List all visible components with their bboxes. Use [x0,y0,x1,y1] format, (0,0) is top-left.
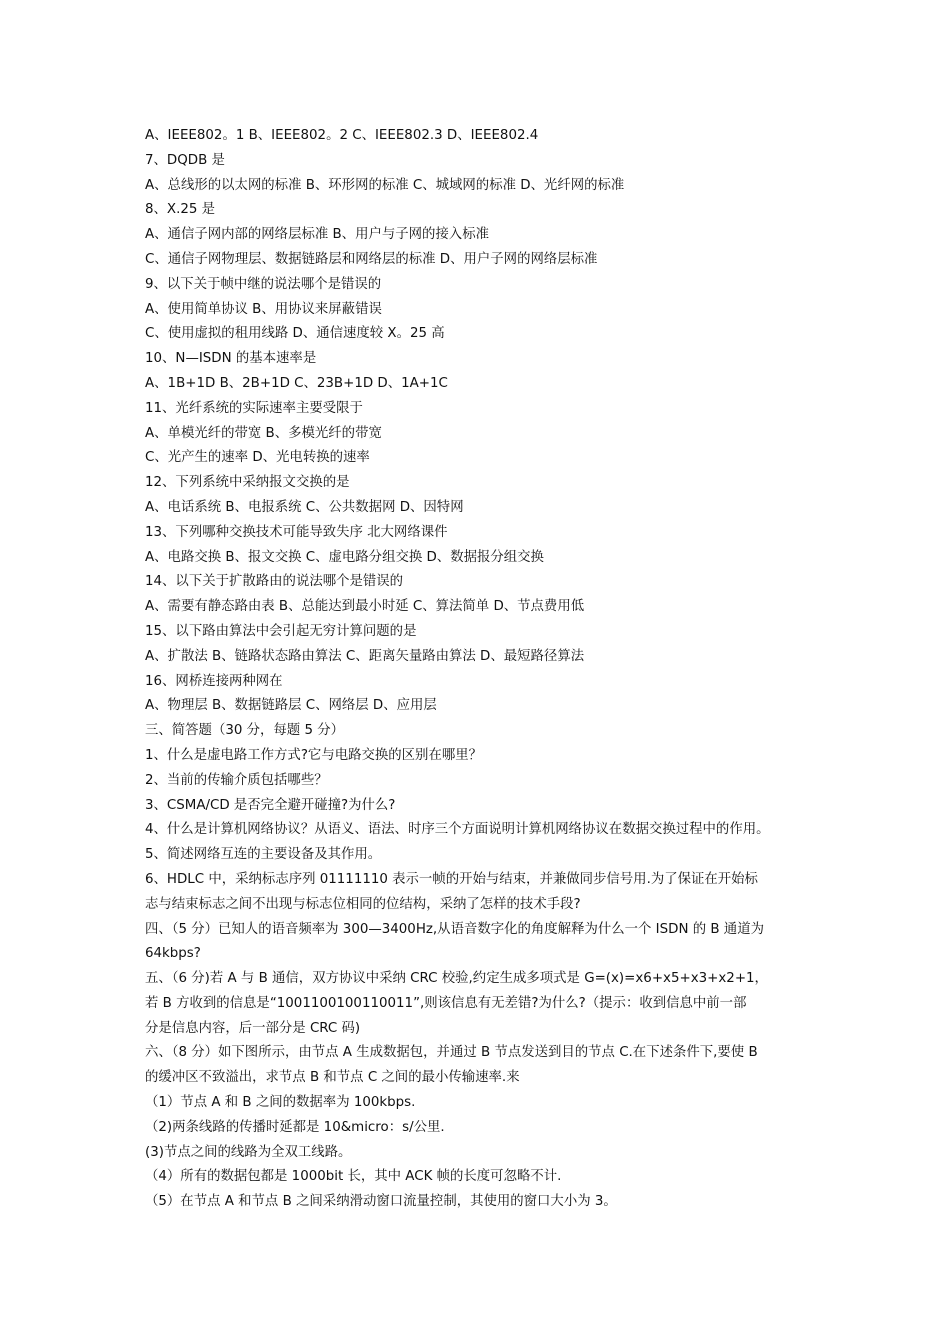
options-q9-cd: C、使用虚拟的租用线路 D、通信速度较 X。25 高 [145,326,445,342]
question-13: 13、下列哪种交换技术可能导致失序 北大网络课件 [145,524,448,540]
options-q7: A、总线形的以太网的标准 B、环形网的标准 C、城域网的标准 D、光纤网的标准 [145,177,625,193]
question-11: 11、光纤系统的实际速率主要受限于 [145,400,363,416]
options-q12: A、电话系统 B、电报系统 C、公共数据网 D、因特网 [145,499,464,515]
short-answer-4: 4、什么是计算机网络协议？从语义、语法、时序三个方面说明计算机网络协议在数据交换过程中的作用。 [145,822,770,838]
options-q10: A、1B+1D B、2B+1D C、23B+1D D、1A+1C [145,375,448,391]
options-q9-ab: A、使用简单协议 B、用协议来屏蔽错误 [145,301,382,317]
question-16: 16、网桥连接两种网在 [145,673,283,689]
section-6-line-1: 六、（8 分）如下图所示，由节点 A 生成数据包，并通过 B 节点发送到目的节点 C.在下述条件下,要使 B [145,1045,758,1061]
question-9: 9、以下关于帧中继的说法哪个是错误的 [145,276,382,292]
short-answer-1: 1、什么是虚电路工作方式?它与电路交换的区别在哪里？ [145,747,482,763]
section-5-line-1: 五、（6 分)若 A 与 B 通信，双方协议中采纳 CRC 校验,约定生成多项式是 G=(x)=x6+x5+x3+x2+1， [145,971,768,987]
short-answer-6-line-1: 6、HDLC 中，采纳标志序列 01111110 表示一帧的开始与结束，并兼做同步信号用.为了保证在开始标 [145,871,758,887]
section-6-line-2: 的缓冲区不致溢出，求节点 B 和节点 C 之间的最小传输速率.来 [145,1070,520,1086]
condition-2: （2)两条线路的传播时延都是 10&micro：s/公里. [145,1119,445,1135]
options-q15: A、扩散法 B、链路状态路由算法 C、距离矢量路由算法 D、最短路径算法 [145,648,585,664]
short-answer-3: 3、CSMA/CD 是否完全避开碰撞?为什么? [145,797,396,813]
question-8: 8、X.25 是 [145,202,216,218]
short-answer-5: 5、简述网络互连的主要设备及其作用。 [145,847,382,863]
question-15: 15、以下路由算法中会引起无穷计算问题的是 [145,623,417,639]
question-10: 10、N—ISDN 的基本速率是 [145,351,317,367]
condition-5: （5）在节点 A 和节点 B 之间采纳滑动窗口流量控制，其使用的窗口大小为 3。 [145,1194,617,1210]
options-q8-cd: C、通信子网物理层、数据链路层和网络层的标准 D、用户子网的网络层标准 [145,251,598,267]
condition-1: （1）节点 A 和 B 之间的数据率为 100kbps. [145,1095,416,1111]
options-q11-cd: C、光产生的速率 D、光电转换的速率 [145,450,370,466]
question-7: 7、DQDB 是 [145,152,225,168]
options-q6: A、IEEE802。1 B、IEEE802。2 C、IEEE802.3 D、IEEE802.4 [145,128,539,143]
condition-4: （4）所有的数据包都是 1000bit 长，其中 ACK 帧的长度可忽略不计. [145,1169,562,1185]
options-q14: A、需要有静态路由表 B、总能达到最小时延 C、算法简单 D、节点费用低 [145,599,585,615]
section-3-heading: 三、简答题（30 分，每题 5 分） [145,723,345,739]
options-q11-ab: A、单模光纤的带宽 B、多模光纤的带宽 [145,425,382,441]
question-12: 12、下列系统中采纳报文交换的是 [145,475,350,491]
options-q16: A、物理层 B、数据链路层 C、网络层 D、应用层 [145,698,437,714]
short-answer-2: 2、当前的传输介质包括哪些？ [145,772,328,788]
section-5-line-2: 若 B 方收到的信息是“1001100100110011”,则该信息有无差错?为什么?（提示：收到信息中前一部 [145,995,747,1011]
section-5-line-3: 分是信息内容，后一部分是 CRC 码) [145,1020,361,1036]
options-q13: A、电路交换 B、报文交换 C、虚电路分组交换 D、数据报分组交换 [145,549,544,565]
condition-3: (3)节点之间的线路为全双工线路。 [145,1144,352,1160]
question-14: 14、以下关于扩散路由的说法哪个是错误的 [145,574,404,590]
section-4-line-1: 四、（5 分）已知人的语音频率为 300—3400Hz,从语音数字化的角度解释为什么一个 ISDN 的 B 通道为 [145,921,764,937]
options-q8-ab: A、通信子网内部的网络层标准 B、用户与子网的接入标准 [145,227,489,243]
short-answer-6-line-2: 志与结束标志之间不出现与标志位相同的位结构，采纳了怎样的技术手段? [145,896,581,912]
section-4-line-2: 64kbps? [145,946,201,962]
document-body [145,124,815,1215]
